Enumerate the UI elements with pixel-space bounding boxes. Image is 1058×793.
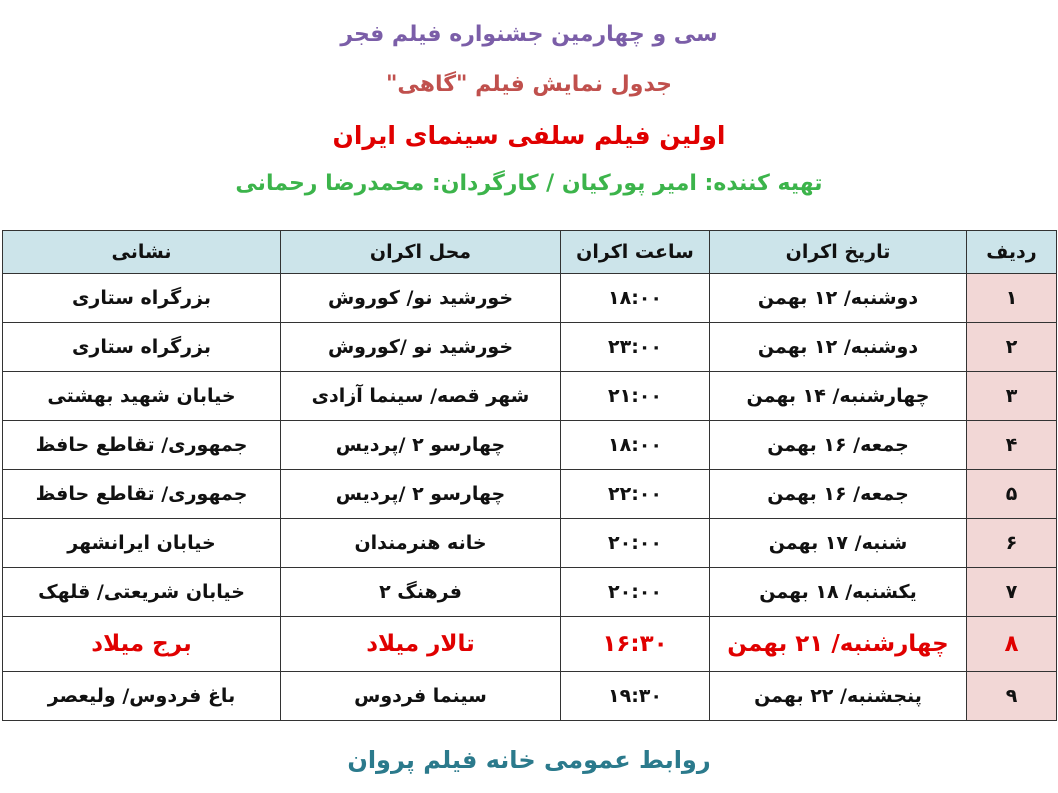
table-row: [3, 323, 1057, 372]
address-cell: برج میلاد: [3, 617, 281, 672]
table-row: [3, 617, 1057, 672]
venue-cell: تالار میلاد: [281, 617, 561, 672]
venue-cell: خورشید نو/ کوروش: [281, 274, 561, 323]
venue-cell: چهارسو ۲ /پردیس: [281, 421, 561, 470]
screening-schedule-table: [2, 230, 1057, 721]
address-cell: جمهوری/ تقاطع حافظ: [3, 470, 281, 519]
time-cell: ۲۰:۰۰: [561, 568, 710, 617]
column-header-date: تاریخ اکران: [710, 231, 967, 274]
date-cell: شنبه/ ۱۷ بهمن: [710, 519, 967, 568]
date-cell: یکشنبه/ ۱۸ بهمن: [710, 568, 967, 617]
time-cell: ۲۰:۰۰: [561, 519, 710, 568]
address-cell: بزرگراه ستاری: [3, 323, 281, 372]
table-header-row: [3, 231, 1057, 274]
date-cell: دوشنبه/ ۱۲ بهمن: [710, 323, 967, 372]
date-cell: جمعه/ ۱۶ بهمن: [710, 470, 967, 519]
address-cell: خیابان شریعتی/ قلهک: [3, 568, 281, 617]
time-cell: ۱۸:۰۰: [561, 274, 710, 323]
address-cell: جمهوری/ تقاطع حافظ: [3, 421, 281, 470]
row-number-cell: ۷: [967, 568, 1057, 617]
table-row: [3, 470, 1057, 519]
footer-credit: روابط عمومی خانه فیلم پروان: [347, 746, 711, 774]
table-row: [3, 672, 1057, 721]
time-cell: ۲۲:۰۰: [561, 470, 710, 519]
row-number-cell: ۴: [967, 421, 1057, 470]
venue-cell: چهارسو ۲ /پردیس: [281, 470, 561, 519]
row-number-cell: ۲: [967, 323, 1057, 372]
row-number-cell: ۸: [967, 617, 1057, 672]
date-cell: چهارشنبه/ ۲۱ بهمن: [710, 617, 967, 672]
time-cell: ۲۳:۰۰: [561, 323, 710, 372]
time-cell: ۱۶:۳۰: [561, 617, 710, 672]
date-cell: جمعه/ ۱۶ بهمن: [710, 421, 967, 470]
address-cell: خیابان ایرانشهر: [3, 519, 281, 568]
venue-cell: خورشید نو /کوروش: [281, 323, 561, 372]
column-header-row-number: ردیف: [967, 231, 1057, 274]
table-row: [3, 568, 1057, 617]
row-number-cell: ۳: [967, 372, 1057, 421]
table-row: [3, 519, 1057, 568]
table-row: [3, 372, 1057, 421]
venue-cell: شهر قصه/ سینما آزادی: [281, 372, 561, 421]
column-header-address: نشانی: [3, 231, 281, 274]
date-cell: چهارشنبه/ ۱۴ بهمن: [710, 372, 967, 421]
film-tagline: اولین فیلم سلفی سینمای ایران: [332, 121, 726, 150]
row-number-cell: ۱: [967, 274, 1057, 323]
row-number-cell: ۶: [967, 519, 1057, 568]
credits-line: تهیه کننده: امیر پورکیان / کارگردان: محمدرضا رحمانی: [235, 171, 823, 196]
time-cell: ۱۹:۳۰: [561, 672, 710, 721]
date-cell: دوشنبه/ ۱۲ بهمن: [710, 274, 967, 323]
time-cell: ۱۸:۰۰: [561, 421, 710, 470]
table-row: [3, 421, 1057, 470]
time-cell: ۲۱:۰۰: [561, 372, 710, 421]
column-header-venue: محل اکران: [281, 231, 561, 274]
address-cell: بزرگراه ستاری: [3, 274, 281, 323]
column-header-time: ساعت اکران: [561, 231, 710, 274]
table-row: [3, 274, 1057, 323]
venue-cell: سینما فردوس: [281, 672, 561, 721]
address-cell: باغ فردوس/ ولیعصر: [3, 672, 281, 721]
venue-cell: خانه هنرمندان: [281, 519, 561, 568]
row-number-cell: ۹: [967, 672, 1057, 721]
schedule-title: جدول نمایش فیلم "گاهی": [385, 72, 673, 97]
address-cell: خیابان شهید بهشتی: [3, 372, 281, 421]
row-number-cell: ۵: [967, 470, 1057, 519]
venue-cell: فرهنگ ۲: [281, 568, 561, 617]
date-cell: پنجشنبه/ ۲۲ بهمن: [710, 672, 967, 721]
festival-title: سی و چهارمین جشنواره فیلم فجر: [340, 22, 718, 47]
